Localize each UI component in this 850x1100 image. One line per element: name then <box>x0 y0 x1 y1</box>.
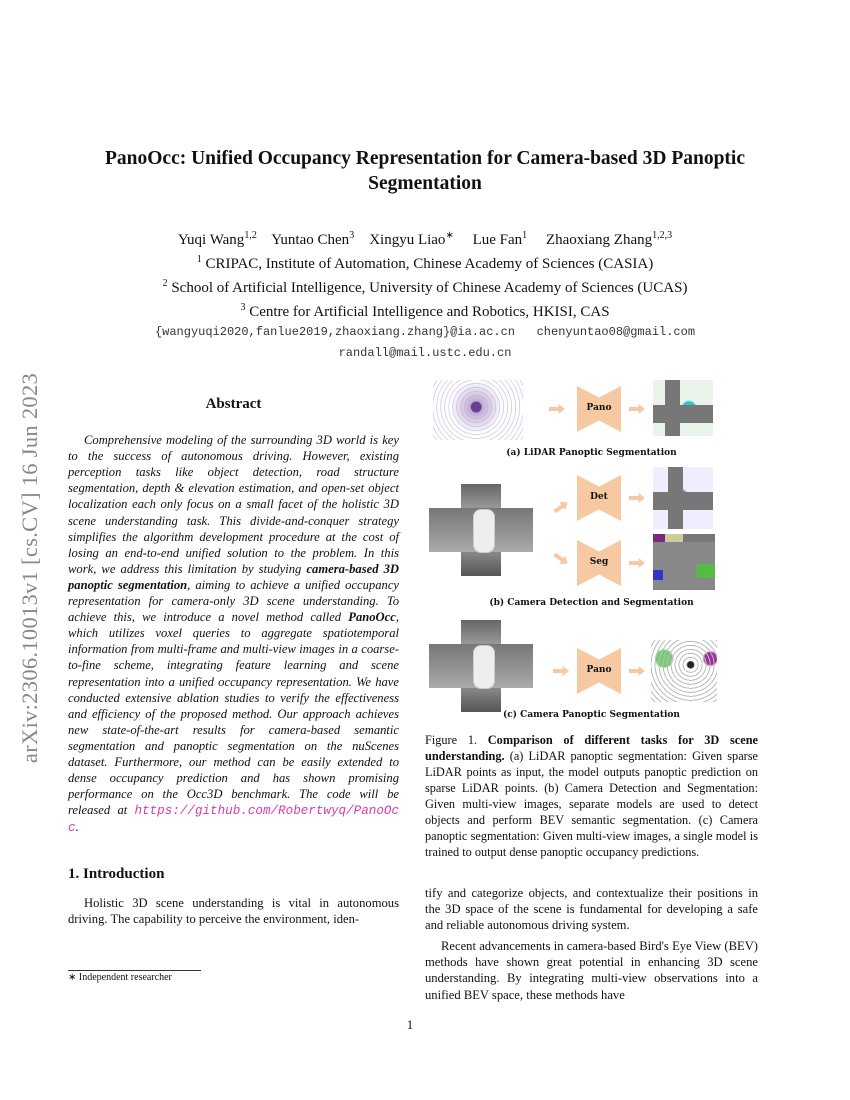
detection-output <box>653 467 713 529</box>
affiliation-sup: 2 <box>162 278 168 289</box>
abstract-part: . <box>75 820 79 835</box>
caption-prefix: Figure 1. <box>425 733 478 747</box>
right-column <box>425 732 758 1003</box>
segmentation-output <box>653 534 715 590</box>
affiliation <box>80 250 770 274</box>
abstract-text <box>68 432 399 836</box>
arrow-icon <box>629 666 645 676</box>
author-name: Yuqi Wang <box>177 232 245 248</box>
affiliation-text: Centre for Artificial Intelligence and Robotics, HKISI, CAS <box>249 304 610 320</box>
author-sup: 1,2 <box>244 230 257 241</box>
affiliation <box>80 274 770 298</box>
camera-panoptic-output <box>651 640 717 702</box>
affiliation-sup: 1 <box>196 254 202 265</box>
author-name: Lue Fan <box>472 232 523 248</box>
email: randall@mail.ustc.edu.cn <box>338 346 512 360</box>
car-icon <box>473 509 495 553</box>
affiliation-text: School of Artificial Intelligence, University of Chinese Academy of Sciences (UCAS) <box>171 280 688 296</box>
arrow-icon <box>629 493 645 503</box>
intro-paragraph: Holistic 3D scene understanding is vital in autonomous driving. The capability to perceive the environment, iden- <box>68 895 399 926</box>
author-list <box>80 226 770 250</box>
abstract-part: Comprehensive modeling of the surrounding 3D world is key to the success of autonomous driving. However, existing perception tasks like object detection, road structure segmentation, depth & elevation estimation, and open-set object localization each only focus on a small facet of the holistic 3D scene understanding task. This divide-and-conquer strategy simplifies the algorithm development procedure at the cost of losing an end-to-end unified solution to the problem. In this work, we address this limitation by studying <box>68 433 399 576</box>
network-label: Pano <box>586 403 612 413</box>
network-label: Pano <box>586 665 612 675</box>
arrow-icon <box>552 550 571 567</box>
email-line <box>80 322 770 343</box>
subfigure-label-b: (b) Camera Detection and Segmentation <box>489 598 694 608</box>
affiliation <box>80 298 770 322</box>
footnote-rule <box>68 970 201 971</box>
lidar-panoptic-output <box>653 380 713 436</box>
car-icon <box>473 645 495 689</box>
affiliation-text: CRIPAC, Institute of Automation, Chinese Academy of Sciences (CASIA) <box>205 256 654 272</box>
arrow-icon <box>549 404 565 414</box>
arrow-icon <box>552 498 571 515</box>
left-column <box>68 396 399 927</box>
email-line <box>80 343 770 364</box>
arrow-icon <box>629 404 645 414</box>
email: {wangyuqi2020,fanlue2019,zhaoxiang.zhang}@ia.ac.cn <box>154 325 515 339</box>
abstract-emphasis: PanoOcc <box>348 610 396 625</box>
author-block <box>80 226 770 364</box>
subfigure-label-c: (c) Camera Panoptic Segmentation <box>503 710 680 720</box>
code-link[interactable]: https://github.com/Robertwyq/PanoOcc <box>68 804 399 836</box>
intro-heading: 1. Introduction <box>68 866 165 883</box>
author-name: Zhaoxiang Zhang <box>545 232 653 248</box>
author-sup: 1 <box>522 230 528 241</box>
author-sup: 1,2,3 <box>652 230 673 241</box>
affiliation-sup: 3 <box>240 302 246 313</box>
arrow-icon <box>553 666 569 676</box>
page-number: 1 <box>406 1017 414 1032</box>
network-label: Det <box>590 492 608 502</box>
author <box>369 232 454 248</box>
abstract-heading: Abstract <box>205 396 262 412</box>
lidar-points-image <box>433 380 523 440</box>
paper-title: PanoOcc: Unified Occupancy Representation for Camera-based 3D Panoptic Segmentation <box>104 148 745 194</box>
author <box>546 232 672 248</box>
abstract-emphasis: camera-based 3D panoptic segmentation <box>68 561 399 592</box>
body-paragraph: Recent advancements in camera-based Bird's Eye View (BEV) methods have shown great potential in enhancing 3D scene understanding. By integrating multi-view observations into a unified BEV space, these methods have <box>425 939 758 1002</box>
author-sup: ∗ <box>445 230 454 241</box>
arrow-icon <box>629 558 645 568</box>
author-name: Yuntao Chen <box>271 232 350 248</box>
footnote: ∗ Independent researcher <box>68 972 172 983</box>
figure-caption <box>425 732 758 860</box>
author <box>271 232 354 248</box>
author <box>178 232 257 248</box>
figure-1 <box>425 372 758 724</box>
caption-title: Comparison of different tasks for 3D scene understanding. <box>425 733 758 763</box>
body-paragraph: tify and categorize objects, and contextualize their positions in the 3D space of the scene is fundamental for developing a safe and reliable autonomous driving system. <box>425 886 758 933</box>
abstract-part: , which utilizes voxel queries to aggregate spatiotemporal information from multi-frame and multi-view images in a coarse-to-fine scheme, integrating feature learning and scene representation into a unified occupancy representation. We have conducted extensive ablation studies to verify the effectiveness and efficiency of the proposed method. Our approach achieves new state-of-the-art results for camera-based semantic segmentation and panoptic segmentation on the nuScenes dataset. Furthermore, our method can be easily extended to dense occupancy prediction and has shown promising performance on the Occ3D benchmark. The code will be released at <box>68 610 399 818</box>
author <box>473 232 528 248</box>
network-label: Seg <box>589 557 609 567</box>
caption-text: (a) LiDAR panoptic segmentation: Given sparse LiDAR points as input, the model outputs panoptic prediction on sparse LiDAR points. (b) Camera Detection and Segmentation: Given multi-view images, separate models are used to detect objects and perform BEV semantic segmentation. (c) Camera panoptic segmentation: Given multi-view images, a single model is trained to output dense panoptic occupancy predictions. <box>425 749 758 859</box>
abstract-part: , aiming to achieve a unified occupancy representation for camera-only 3D scene understanding. To achieve this, we introduce a novel method called <box>68 577 400 625</box>
arxiv-stamp: arXiv:2306.10013v1 [cs.CV] 16 Jun 2023 <box>17 372 42 764</box>
author-sup: 3 <box>349 230 355 241</box>
author-name: Xingyu Liao <box>369 232 446 248</box>
email: chenyuntao08@gmail.com <box>536 325 696 339</box>
subfigure-label-a: (a) LiDAR Panoptic Segmentation <box>506 448 677 458</box>
